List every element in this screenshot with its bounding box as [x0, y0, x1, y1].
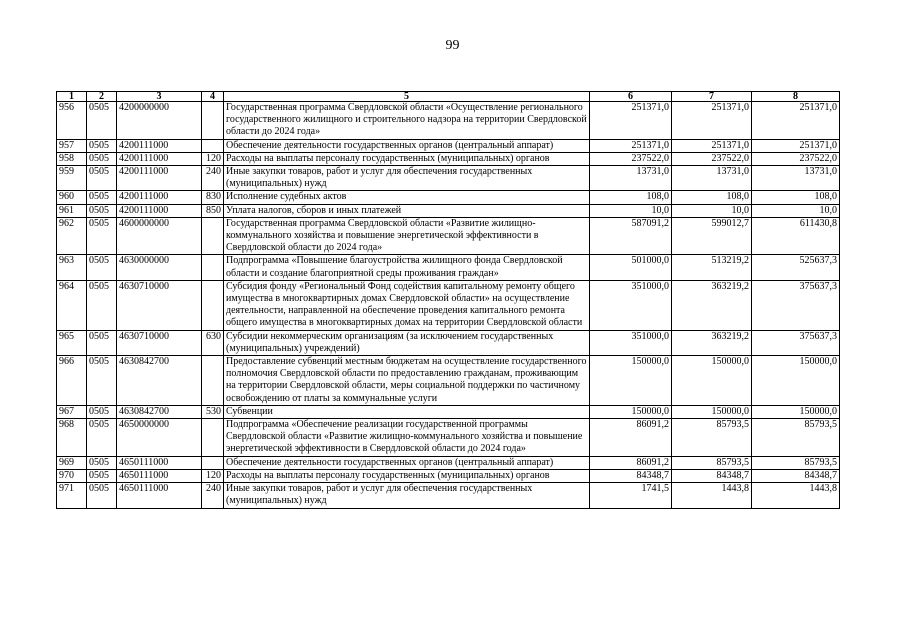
amount-col7: 84348,7 [672, 469, 752, 482]
section-code: 0505 [87, 280, 117, 330]
amount-col7: 13731,0 [672, 166, 752, 191]
expense-type-code [202, 356, 224, 406]
section-code: 0505 [87, 166, 117, 191]
section-code: 0505 [87, 456, 117, 469]
row-number: 960 [57, 191, 87, 204]
item-name: Государственная программа Свердловской области «Развитие жилищно-коммунального хозяйства и повышение энергетической эффективности в Свердловской области до 2024 года» [224, 217, 590, 255]
amount-col7: 363219,2 [672, 280, 752, 330]
amount-col6: 150000,0 [590, 405, 672, 418]
row-number: 970 [57, 469, 87, 482]
target-article-code: 4630842700 [117, 356, 202, 406]
amount-col8: 150000,0 [752, 356, 840, 406]
column-header: 3 [117, 92, 202, 102]
expense-type-code [202, 217, 224, 255]
row-number: 965 [57, 330, 87, 355]
amount-col7: 1443,8 [672, 483, 752, 508]
item-name: Расходы на выплаты персоналу государственных (муниципальных) органов [224, 152, 590, 165]
target-article-code: 4650111000 [117, 483, 202, 508]
item-name: Исполнение судебных актов [224, 191, 590, 204]
row-number: 968 [57, 419, 87, 457]
expense-type-code: 240 [202, 483, 224, 508]
table-row [57, 204, 840, 217]
target-article-code: 4200111000 [117, 191, 202, 204]
target-article-code: 4630842700 [117, 405, 202, 418]
amount-col6: 587091,2 [590, 217, 672, 255]
section-code: 0505 [87, 255, 117, 280]
target-article-code: 4630000000 [117, 255, 202, 280]
table-row [57, 166, 840, 191]
item-name: Обеспечение деятельности государственных органов (центральный аппарат) [224, 139, 590, 152]
section-code: 0505 [87, 330, 117, 355]
table-row [57, 102, 840, 140]
amount-col7: 85793,5 [672, 456, 752, 469]
row-number: 967 [57, 405, 87, 418]
row-number: 966 [57, 356, 87, 406]
expense-type-code [202, 139, 224, 152]
row-number: 971 [57, 483, 87, 508]
amount-col7: 237522,0 [672, 152, 752, 165]
amount-col6: 1741,5 [590, 483, 672, 508]
amount-col6: 13731,0 [590, 166, 672, 191]
amount-col6: 251371,0 [590, 139, 672, 152]
expense-type-code: 830 [202, 191, 224, 204]
column-header: 2 [87, 92, 117, 102]
expense-type-code [202, 255, 224, 280]
header-row [57, 92, 840, 102]
amount-col8: 10,0 [752, 204, 840, 217]
expense-type-code [202, 102, 224, 140]
amount-col7: 108,0 [672, 191, 752, 204]
amount-col8: 611430,8 [752, 217, 840, 255]
section-code: 0505 [87, 356, 117, 406]
column-header: 8 [752, 92, 840, 102]
item-name: Подпрограмма «Повышение благоустройства жилищного фонда Свердловской области и создание благоприятной среды проживания граждан» [224, 255, 590, 280]
amount-col8: 525637,3 [752, 255, 840, 280]
table-row [57, 469, 840, 482]
section-code: 0505 [87, 139, 117, 152]
column-header: 5 [224, 92, 590, 102]
table-row [57, 356, 840, 406]
amount-col6: 237522,0 [590, 152, 672, 165]
row-number: 956 [57, 102, 87, 140]
row-number: 962 [57, 217, 87, 255]
item-name: Иные закупки товаров, работ и услуг для обеспечения государственных (муниципальных) нужд [224, 483, 590, 508]
table-row [57, 139, 840, 152]
amount-col6: 351000,0 [590, 330, 672, 355]
item-name: Субвенции [224, 405, 590, 418]
expense-type-code: 850 [202, 204, 224, 217]
expense-type-code: 120 [202, 469, 224, 482]
row-number: 959 [57, 166, 87, 191]
item-name: Подпрограмма «Обеспечение реализации государственной программы Свердловской области «Развитие жилищно-коммунального хозяйства и повышение энергетической эффективности в Свердловской области до 2024 года» [224, 419, 590, 457]
table-row [57, 330, 840, 355]
section-code: 0505 [87, 217, 117, 255]
target-article-code: 4650000000 [117, 419, 202, 457]
amount-col6: 108,0 [590, 191, 672, 204]
amount-col7: 150000,0 [672, 405, 752, 418]
section-code: 0505 [87, 419, 117, 457]
amount-col6: 150000,0 [590, 356, 672, 406]
amount-col7: 85793,5 [672, 419, 752, 457]
column-header: 6 [590, 92, 672, 102]
target-article-code: 4200111000 [117, 152, 202, 165]
amount-col8: 150000,0 [752, 405, 840, 418]
table-row [57, 456, 840, 469]
table-row [57, 405, 840, 418]
amount-col7: 251371,0 [672, 139, 752, 152]
expense-type-code [202, 280, 224, 330]
amount-col6: 10,0 [590, 204, 672, 217]
table-body [57, 102, 840, 509]
amount-col7: 599012,7 [672, 217, 752, 255]
row-number: 958 [57, 152, 87, 165]
amount-col6: 86091,2 [590, 456, 672, 469]
table-row [57, 217, 840, 255]
section-code: 0505 [87, 483, 117, 508]
amount-col8: 375637,3 [752, 330, 840, 355]
row-number: 969 [57, 456, 87, 469]
amount-col8: 13731,0 [752, 166, 840, 191]
amount-col8: 251371,0 [752, 139, 840, 152]
table-row [57, 191, 840, 204]
item-name: Уплата налогов, сборов и иных платежей [224, 204, 590, 217]
section-code: 0505 [87, 204, 117, 217]
section-code: 0505 [87, 405, 117, 418]
amount-col7: 363219,2 [672, 330, 752, 355]
item-name: Субсидия фонду «Региональный Фонд содействия капитальному ремонту общего имущества в многоквартирных домах Свердловской области» на осуществление деятельности, направленной на обеспечение проведения капитального ремонта общего имущества в многоквартирных домах на территории Свердловской области [224, 280, 590, 330]
target-article-code: 4600000000 [117, 217, 202, 255]
table-row [57, 483, 840, 508]
page-number: 99 [445, 38, 460, 53]
amount-col6: 351000,0 [590, 280, 672, 330]
target-article-code: 4650111000 [117, 456, 202, 469]
section-code: 0505 [87, 469, 117, 482]
expense-type-code: 120 [202, 152, 224, 165]
amount-col6: 251371,0 [590, 102, 672, 140]
column-header: 7 [672, 92, 752, 102]
target-article-code: 4630710000 [117, 280, 202, 330]
expense-type-code: 630 [202, 330, 224, 355]
table-row [57, 152, 840, 165]
amount-col7: 10,0 [672, 204, 752, 217]
amount-col7: 513219,2 [672, 255, 752, 280]
amount-col6: 501000,0 [590, 255, 672, 280]
target-article-code: 4200111000 [117, 166, 202, 191]
expense-type-code: 240 [202, 166, 224, 191]
item-name: Иные закупки товаров, работ и услуг для обеспечения государственных (муниципальных) нужд [224, 166, 590, 191]
amount-col7: 251371,0 [672, 102, 752, 140]
column-header: 4 [202, 92, 224, 102]
amount-col6: 84348,7 [590, 469, 672, 482]
amount-col8: 1443,8 [752, 483, 840, 508]
item-name: Государственная программа Свердловской области «Осуществление регионального государственного жилищного и строительного надзора на территории Свердловской области до 2024 года» [224, 102, 590, 140]
item-name: Субсидии некоммерческим организациям (за исключением государственных (муниципальных) учреждений) [224, 330, 590, 355]
section-code: 0505 [87, 191, 117, 204]
amount-col8: 85793,5 [752, 456, 840, 469]
amount-col6: 86091,2 [590, 419, 672, 457]
row-number: 957 [57, 139, 87, 152]
row-number: 964 [57, 280, 87, 330]
section-code: 0505 [87, 152, 117, 165]
item-name: Предоставление субвенций местным бюджетам на осуществление государственного полномочия Свердловской области по предоставлению гражданам, проживающим на территории Свердловской области, меры социальной поддержки по частичному освобождению от платы за коммунальные услуги [224, 356, 590, 406]
amount-col7: 150000,0 [672, 356, 752, 406]
table-row [57, 419, 840, 457]
budget-table [56, 91, 840, 509]
expense-type-code: 530 [202, 405, 224, 418]
target-article-code: 4200111000 [117, 139, 202, 152]
target-article-code: 4200111000 [117, 204, 202, 217]
item-name: Расходы на выплаты персоналу государственных (муниципальных) органов [224, 469, 590, 482]
item-name: Обеспечение деятельности государственных органов (центральный аппарат) [224, 456, 590, 469]
target-article-code: 4630710000 [117, 330, 202, 355]
table-row [57, 280, 840, 330]
target-article-code: 4200000000 [117, 102, 202, 140]
expense-type-code [202, 456, 224, 469]
amount-col8: 375637,3 [752, 280, 840, 330]
target-article-code: 4650111000 [117, 469, 202, 482]
amount-col8: 108,0 [752, 191, 840, 204]
expense-type-code [202, 419, 224, 457]
amount-col8: 85793,5 [752, 419, 840, 457]
amount-col8: 84348,7 [752, 469, 840, 482]
row-number: 961 [57, 204, 87, 217]
section-code: 0505 [87, 102, 117, 140]
table-row [57, 255, 840, 280]
amount-col8: 237522,0 [752, 152, 840, 165]
row-number: 963 [57, 255, 87, 280]
amount-col8: 251371,0 [752, 102, 840, 140]
column-header: 1 [57, 92, 87, 102]
